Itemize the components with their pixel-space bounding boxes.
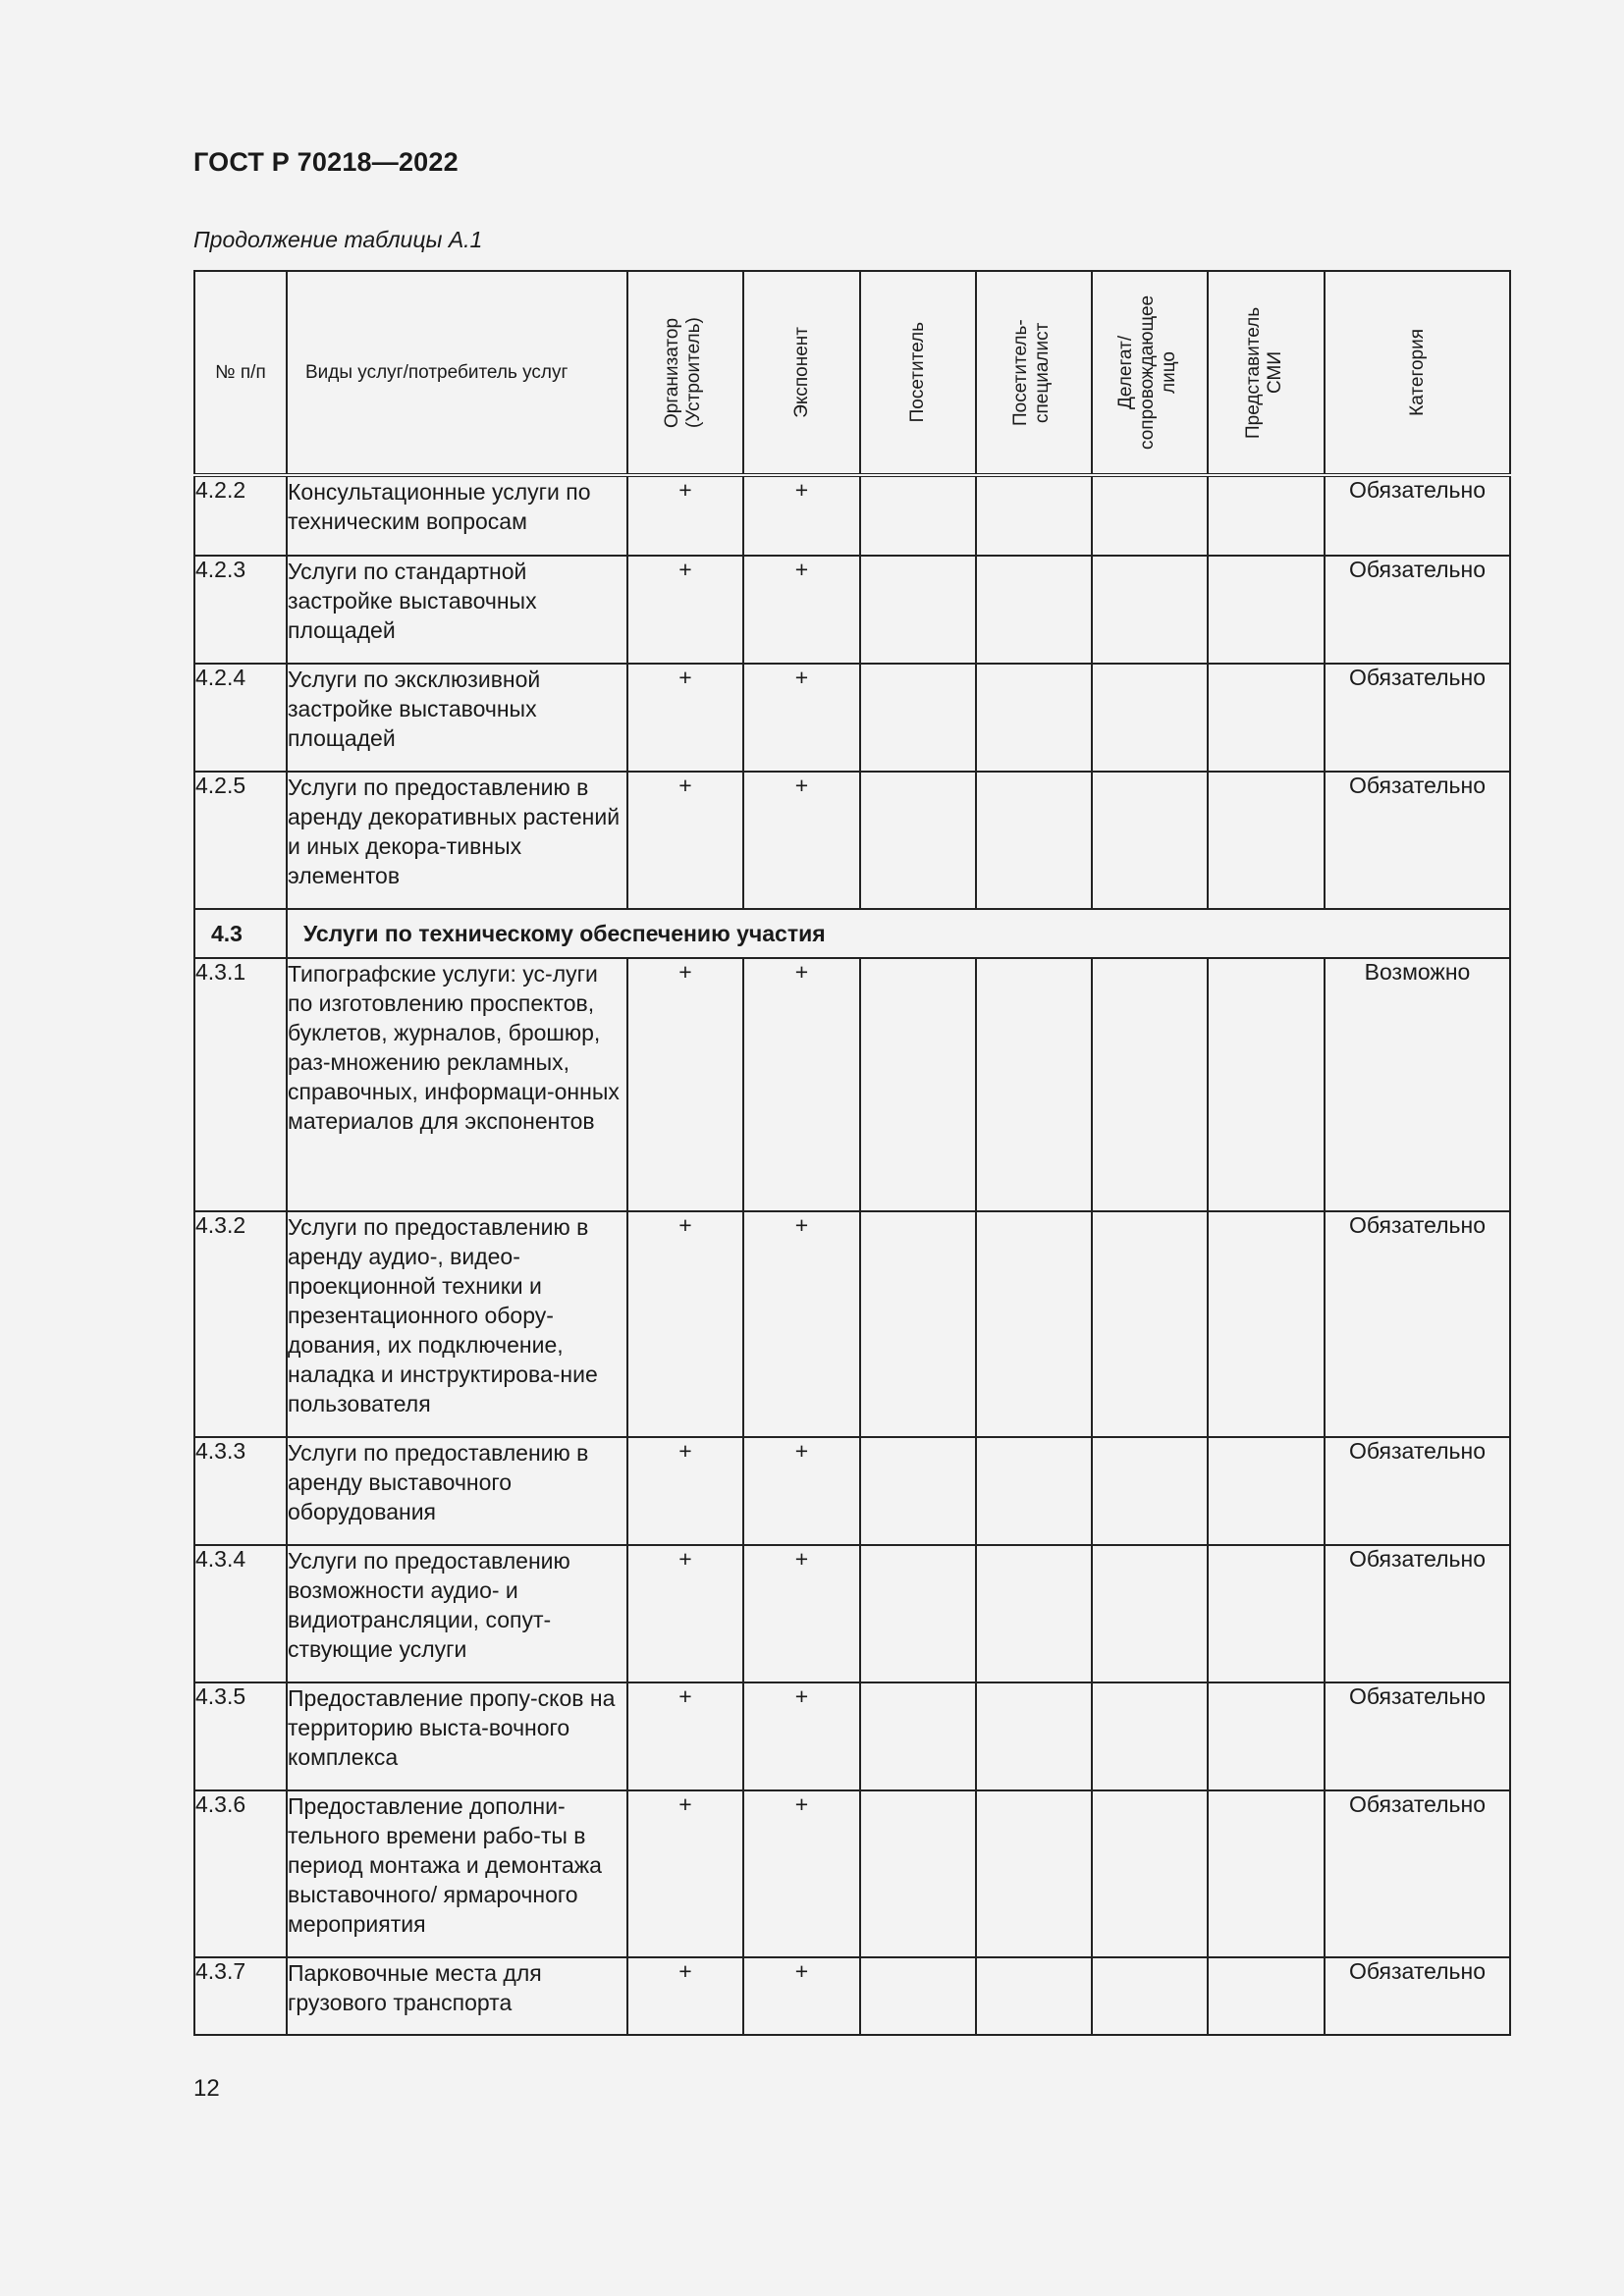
row-organizer-mark: + (627, 475, 743, 556)
row-service: Консультационные услуги по техническим вопросам (287, 475, 627, 556)
row-visitor-cell (860, 1682, 976, 1790)
row-visitor-specialist-cell (976, 958, 1092, 1211)
table-row (194, 664, 1510, 772)
row-category: Обязательно (1325, 1211, 1510, 1437)
table-body (194, 271, 1510, 2035)
row-organizer-mark: + (627, 1790, 743, 1957)
row-visitor-specialist-cell (976, 1545, 1092, 1682)
row-num: 4.3.2 (194, 1211, 287, 1437)
row-category: Обязательно (1325, 1682, 1510, 1790)
row-visitor-specialist-cell (976, 475, 1092, 556)
page-number: 12 (193, 2075, 220, 2102)
row-visitor-cell (860, 772, 976, 909)
row-exhibitor-mark: + (743, 1545, 860, 1682)
row-service: Услуги по эксклюзивной застройке выставочных площадей (287, 664, 627, 772)
row-visitor-cell (860, 1790, 976, 1957)
row-delegate-cell (1092, 1957, 1208, 2035)
header-organizer-cell (627, 271, 743, 475)
row-visitor-cell (860, 1211, 976, 1437)
row-category: Обязательно (1325, 772, 1510, 909)
row-num: 4.3.3 (194, 1437, 287, 1545)
table-row (194, 1682, 1510, 1790)
table-row (194, 772, 1510, 909)
header-num: № п/п (215, 361, 266, 383)
row-organizer-mark: + (627, 958, 743, 1211)
row-visitor-cell (860, 958, 976, 1211)
row-organizer-mark: + (627, 1437, 743, 1545)
row-organizer-mark: + (627, 1211, 743, 1437)
row-num: 4.3.1 (194, 958, 287, 1211)
row-visitor-specialist-cell (976, 1437, 1092, 1545)
table-row (194, 556, 1510, 664)
row-num: 4.3.6 (194, 1790, 287, 1957)
row-exhibitor-mark: + (743, 1957, 860, 2035)
row-organizer-mark: + (627, 1545, 743, 1682)
table-row (194, 1545, 1510, 1682)
header-service-cell (287, 271, 627, 475)
section-row (194, 909, 1510, 958)
header-delegate: Делегат/ сопровождающее лицо (1115, 294, 1179, 451)
row-service: Услуги по предоставлению в аренду декоративных растений и иных декора-тивных элементов (287, 772, 627, 909)
row-visitor-cell (860, 1957, 976, 2035)
row-visitor-cell (860, 1437, 976, 1545)
row-service: Предоставление дополни-тельного времени рабо-ты в период монтажа и демонтажа выставочного/ ярмарочного мероприятия (287, 1790, 627, 1957)
row-num: 4.2.5 (194, 772, 287, 909)
row-media-cell (1208, 1437, 1325, 1545)
row-num: 4.3.4 (194, 1545, 287, 1682)
row-organizer-mark: + (627, 1957, 743, 2035)
row-visitor-specialist-cell (976, 772, 1092, 909)
services-table (193, 270, 1511, 2036)
header-exhibitor: Экспонент (790, 327, 812, 418)
header-service: Виды услуг/потребитель услуг (305, 361, 568, 383)
row-visitor-specialist-cell (976, 1957, 1092, 2035)
table-header-row (194, 271, 1510, 475)
row-media-cell (1208, 556, 1325, 664)
row-category: Возможно (1325, 958, 1510, 1211)
row-service: Предоставление пропу-сков на территорию выста-вочного комплекса (287, 1682, 627, 1790)
table-row (194, 958, 1510, 1211)
row-exhibitor-mark: + (743, 1682, 860, 1790)
row-media-cell (1208, 1790, 1325, 1957)
row-category: Обязательно (1325, 1957, 1510, 2035)
header-num-cell (194, 271, 287, 475)
table-row (194, 475, 1510, 556)
row-organizer-mark: + (627, 772, 743, 909)
row-exhibitor-mark: + (743, 958, 860, 1211)
row-service: Услуги по предоставлению в аренду выставочного оборудования (287, 1437, 627, 1545)
row-num: 4.3.7 (194, 1957, 287, 2035)
document-title: ГОСТ Р 70218—2022 (193, 147, 459, 177)
row-category: Обязательно (1325, 556, 1510, 664)
row-exhibitor-mark: + (743, 556, 860, 664)
row-category: Обязательно (1325, 1545, 1510, 1682)
row-media-cell (1208, 1957, 1325, 2035)
row-exhibitor-mark: + (743, 1790, 860, 1957)
row-service: Услуги по стандартной застройке выставочных площадей (287, 556, 627, 664)
row-service: Парковочные места для грузового транспорта (287, 1957, 627, 2035)
row-exhibitor-mark: + (743, 664, 860, 772)
row-num: 4.2.3 (194, 556, 287, 664)
header-media: Представитель СМИ (1242, 306, 1285, 439)
row-visitor-specialist-cell (976, 1682, 1092, 1790)
row-visitor-cell (860, 664, 976, 772)
row-category: Обязательно (1325, 475, 1510, 556)
row-delegate-cell (1092, 1790, 1208, 1957)
row-category: Обязательно (1325, 664, 1510, 772)
row-num: 4.2.2 (194, 475, 287, 556)
header-visitor-specialist-cell (976, 271, 1092, 475)
section-title: Услуги по техническому обеспечению участия (287, 909, 1510, 958)
row-organizer-mark: + (627, 1682, 743, 1790)
row-exhibitor-mark: + (743, 1437, 860, 1545)
header-category: Категория (1406, 329, 1428, 416)
row-media-cell (1208, 1682, 1325, 1790)
row-delegate-cell (1092, 556, 1208, 664)
row-visitor-specialist-cell (976, 556, 1092, 664)
header-delegate-cell (1092, 271, 1208, 475)
row-delegate-cell (1092, 1545, 1208, 1682)
table-row (194, 1790, 1510, 1957)
header-media-cell (1208, 271, 1325, 475)
row-category: Обязательно (1325, 1790, 1510, 1957)
row-visitor-specialist-cell (976, 1790, 1092, 1957)
row-media-cell (1208, 958, 1325, 1211)
header-visitor: Посетитель (907, 322, 928, 423)
table-row (194, 1211, 1510, 1437)
row-delegate-cell (1092, 1211, 1208, 1437)
section-num: 4.3 (194, 909, 287, 958)
row-exhibitor-mark: + (743, 475, 860, 556)
row-organizer-mark: + (627, 664, 743, 772)
row-delegate-cell (1092, 1437, 1208, 1545)
header-visitor-specialist: Посетитель-специалист (1010, 319, 1053, 426)
table-row (194, 1957, 1510, 2035)
row-delegate-cell (1092, 664, 1208, 772)
row-num: 4.2.4 (194, 664, 287, 772)
table-caption: Продолжение таблицы А.1 (193, 227, 483, 252)
row-visitor-cell (860, 1545, 976, 1682)
row-service: Услуги по предоставлению возможности аудио- и видиотрансляции, сопут-ствующие услуги (287, 1545, 627, 1682)
row-organizer-mark: + (627, 556, 743, 664)
row-delegate-cell (1092, 958, 1208, 1211)
row-delegate-cell (1092, 475, 1208, 556)
row-media-cell (1208, 772, 1325, 909)
table-row (194, 1437, 1510, 1545)
header-category-cell (1325, 271, 1510, 475)
header-visitor-cell (860, 271, 976, 475)
row-exhibitor-mark: + (743, 772, 860, 909)
row-delegate-cell (1092, 1682, 1208, 1790)
row-media-cell (1208, 1211, 1325, 1437)
row-media-cell (1208, 1545, 1325, 1682)
row-delegate-cell (1092, 772, 1208, 909)
row-visitor-specialist-cell (976, 1211, 1092, 1437)
row-media-cell (1208, 475, 1325, 556)
row-media-cell (1208, 664, 1325, 772)
row-exhibitor-mark: + (743, 1211, 860, 1437)
row-visitor-cell (860, 556, 976, 664)
row-service: Услуги по предоставлению в аренду аудио-, видео-проекционной техники и презентационного обору-дования, их подключение, наладка и инструктирова-ние пользователя (287, 1211, 627, 1437)
row-visitor-cell (860, 475, 976, 556)
header-exhibitor-cell (743, 271, 860, 475)
header-organizer: Организатор (Устроитель) (662, 317, 704, 428)
row-service: Типографские услуги: ус-луги по изготовлению проспектов, буклетов, журналов, брошюр, раз-множению рекламных, справочных, информаци-онных материалов для экспонентов (287, 958, 627, 1211)
row-num: 4.3.5 (194, 1682, 287, 1790)
row-visitor-specialist-cell (976, 664, 1092, 772)
row-category: Обязательно (1325, 1437, 1510, 1545)
